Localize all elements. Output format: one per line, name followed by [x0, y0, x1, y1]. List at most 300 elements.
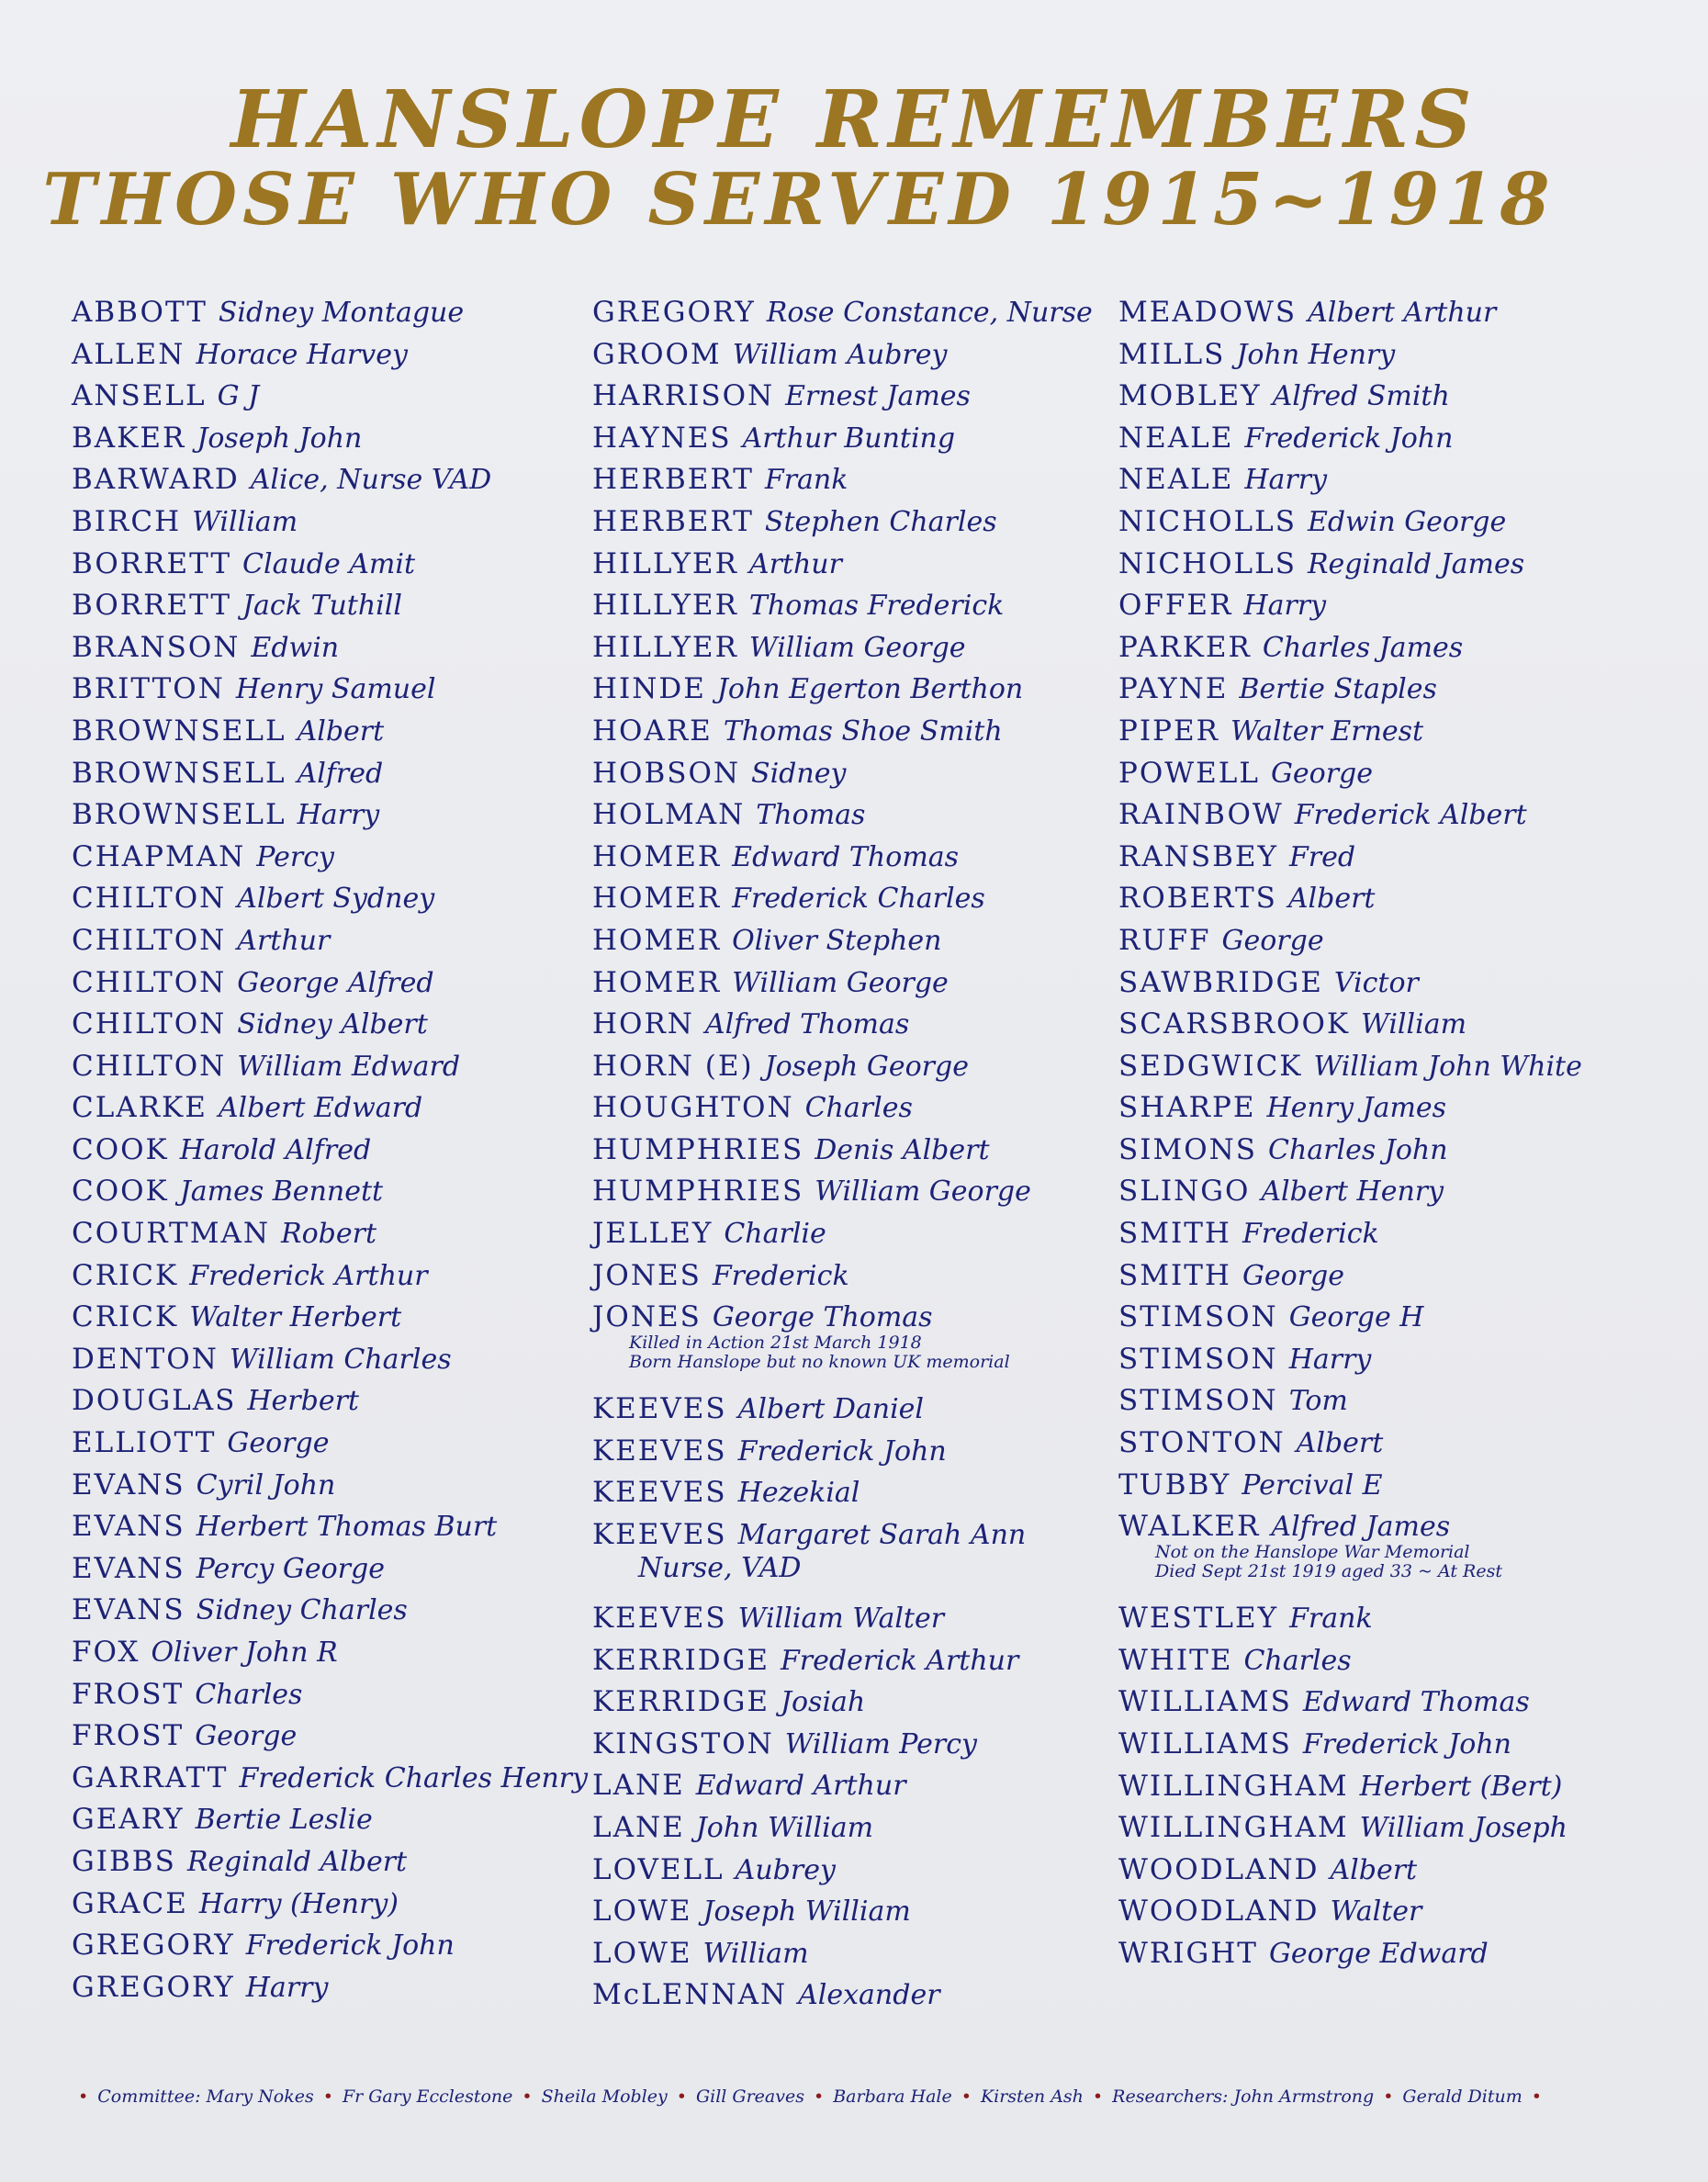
surname: HILLYER [592, 630, 738, 664]
given-names: Alexander [798, 1979, 940, 2012]
given-names: John Egerton Berthon [716, 673, 1024, 706]
given-names: Tom [1288, 1385, 1348, 1418]
surname: OFFER [1118, 589, 1233, 623]
name-entry [1118, 1506, 1582, 1598]
name-entry [72, 1130, 588, 1172]
name-entry [592, 669, 1093, 711]
name-entry [72, 1674, 588, 1716]
given-names: Albert [1296, 1427, 1384, 1460]
name-entry [72, 1841, 588, 1884]
surname: KEEVES [592, 1434, 727, 1468]
name-entry [1118, 334, 1582, 377]
surname: WILLIAMS [1118, 1685, 1292, 1719]
surname: KEEVES [592, 1476, 727, 1510]
given-names: Percival E [1242, 1468, 1383, 1502]
given-names: Harry [1288, 1343, 1372, 1376]
given-names: Robert [281, 1218, 377, 1251]
given-names: William [192, 505, 298, 538]
name-entry [1118, 418, 1582, 460]
surname: BRITTON [72, 672, 225, 706]
given-names: William George [748, 631, 966, 664]
name-entry [592, 459, 1093, 501]
given-names: William Walter [737, 1603, 945, 1636]
surname: BORRETT [72, 589, 232, 623]
surname: KERRIDGE [592, 1685, 770, 1719]
name-entry [1118, 544, 1582, 586]
surname: CHAPMAN [72, 839, 246, 873]
name-entry [592, 1213, 1093, 1255]
name-entry [72, 292, 588, 334]
given-names: Percy George [196, 1552, 385, 1585]
name-entry [1118, 794, 1582, 837]
name-entry [1118, 1423, 1582, 1465]
surname: RAINBOW [1118, 798, 1284, 832]
name-entry [592, 376, 1093, 418]
surname: BROWNSELL [72, 798, 287, 832]
given-names: George H [1288, 1301, 1424, 1334]
name-entry [72, 1799, 588, 1841]
surname: CRICK [72, 1300, 179, 1334]
surname: HOBSON [592, 756, 741, 790]
surname: HILLYER [592, 589, 738, 623]
name-entry [72, 544, 588, 586]
name-entry [72, 1506, 588, 1548]
given-names: Reginald James [1307, 547, 1525, 580]
given-names: Albert Henry [1261, 1175, 1444, 1209]
surname: COURTMAN [72, 1217, 270, 1251]
surname: SMITH [1118, 1217, 1231, 1251]
separator-dot: • [1092, 2086, 1104, 2107]
name-entry [1118, 1640, 1582, 1682]
name-entry [592, 878, 1093, 920]
footer-credit: Gerald Ditum [1402, 2086, 1523, 2107]
name-entry [1118, 837, 1582, 879]
given-names: Arthur Bunting [742, 422, 956, 455]
given-names: Albert [1287, 883, 1376, 916]
name-entry [72, 1632, 588, 1674]
surname: EVANS [72, 1551, 185, 1585]
given-names: William George [815, 1175, 1031, 1209]
given-names: Henry Samuel [235, 673, 436, 706]
given-names: Fred [1288, 840, 1356, 873]
surname: BRANSON [72, 630, 241, 664]
name-entry [592, 1891, 1093, 1933]
name-entry [1118, 376, 1582, 418]
name-entry [72, 1884, 588, 1926]
surname: NEALE [1118, 421, 1234, 455]
name-entry [592, 1598, 1093, 1640]
given-names: Herbert (Bert) [1359, 1770, 1563, 1803]
separator-dot: • [78, 2086, 89, 2107]
name-entry [1118, 1297, 1582, 1339]
name-entry [592, 1004, 1093, 1046]
given-names: Frederick Albert [1294, 799, 1527, 832]
given-names: Alfred James [1271, 1511, 1451, 1544]
name-entry [592, 1681, 1093, 1724]
surname: CHILTON [72, 882, 227, 916]
surname: HOARE [592, 714, 713, 748]
given-names: Edward Arthur [695, 1770, 906, 1803]
name-entry [1118, 1465, 1582, 1507]
surname: BARWARD [72, 463, 240, 497]
name-entry [72, 669, 588, 711]
name-entry [1118, 920, 1582, 962]
given-names: Rose Constance, Nurse [766, 297, 1093, 329]
surname: MEADOWS [1118, 296, 1298, 329]
given-names: George [1221, 924, 1324, 957]
surname: BIRCH [72, 504, 182, 538]
given-names: Frederick John [737, 1434, 947, 1468]
surname: GARRATT [72, 1760, 229, 1794]
surname: WHITE [1118, 1643, 1233, 1677]
surname: McLENNAN [592, 1978, 788, 2012]
given-names: Alfred Thomas [704, 1008, 910, 1041]
name-entry [72, 711, 588, 753]
name-entry [592, 501, 1093, 544]
surname: LANE [592, 1811, 685, 1844]
surname: NICHOLLS [1118, 546, 1297, 580]
name-entry [72, 753, 588, 795]
name-entry [72, 1004, 588, 1046]
name-entry [1118, 711, 1582, 753]
given-names: William Joseph [1359, 1812, 1568, 1845]
footer-credit: Fr Gary Ecclestone [342, 2086, 513, 2107]
name-entry [1118, 962, 1582, 1005]
surname: EVANS [72, 1468, 185, 1502]
surname: MOBLEY [1118, 379, 1262, 413]
surname: PIPER [1118, 714, 1219, 748]
surname: HOMER [592, 882, 722, 916]
name-entry [72, 1715, 588, 1758]
name-entry [72, 794, 588, 837]
surname: RUFF [1118, 923, 1211, 957]
given-names: Herbert [247, 1385, 359, 1418]
surname: WILLINGHAM [1118, 1811, 1349, 1845]
name-entry [1118, 753, 1582, 795]
given-names: Joseph George [764, 1050, 969, 1083]
given-names: Walter Ernest [1230, 714, 1424, 748]
name-entry [592, 1724, 1093, 1766]
given-names: Edward Thomas [732, 840, 960, 873]
name-entry [1118, 627, 1582, 669]
footer-credits [69, 2086, 1648, 2107]
surname: EVANS [72, 1593, 185, 1627]
given-names: Albert [1330, 1853, 1418, 1886]
surname: GEARY [72, 1803, 185, 1837]
name-entry [592, 711, 1093, 753]
name-entry [72, 459, 588, 501]
surname: HOMER [592, 839, 722, 873]
name-entry [72, 1297, 588, 1339]
given-names: Frederick John [1302, 1728, 1511, 1760]
surname: WRIGHT [1118, 1936, 1258, 1970]
given-names: Cyril John [196, 1468, 336, 1502]
surname: HERBERT [592, 504, 754, 538]
name-entry [1118, 1087, 1582, 1130]
surname: GREGORY [72, 1970, 235, 2004]
given-names: Ernest James [785, 380, 971, 413]
name-entry [592, 1431, 1093, 1473]
name-entry [592, 1472, 1093, 1514]
given-names: George [227, 1427, 330, 1460]
name-entry [72, 585, 588, 627]
given-names: Sidney Albert [237, 1008, 428, 1041]
surname: BAKER [72, 421, 186, 455]
name-entry [592, 1807, 1093, 1850]
given-names: Sidney Montague [218, 297, 465, 329]
surname: ELLIOTT [72, 1426, 217, 1460]
surname: SIMONS [1118, 1132, 1258, 1166]
surname: GRACE [72, 1886, 188, 1920]
surname: LANE [592, 1769, 685, 1803]
surname: DENTON [72, 1342, 219, 1376]
separator-dot: • [322, 2086, 333, 2107]
given-names: Jack Tuthill [242, 590, 402, 623]
surname: HILLYER [592, 546, 738, 580]
given-names: George Edward [1268, 1937, 1489, 1970]
separator-dot: • [676, 2086, 687, 2107]
surname: RANSBEY [1118, 839, 1278, 873]
given-names: Charles [1243, 1644, 1352, 1677]
surname: SCARSBROOK [1118, 1007, 1351, 1041]
footer-credit: Sheila Mobley [541, 2086, 668, 2107]
name-entry [72, 1380, 588, 1423]
surname: BROWNSELL [72, 714, 287, 748]
given-names: Harry [297, 799, 380, 832]
surname: TUBBY [1118, 1468, 1231, 1502]
given-names: Thomas Shoe Smith [723, 714, 1003, 748]
given-names: Harold Alfred [179, 1133, 372, 1166]
name-entry [1118, 1766, 1582, 1808]
given-names: Herbert Thomas Burt [196, 1511, 498, 1544]
given-names: Frederick Arthur [780, 1644, 1019, 1677]
given-names: Hezekial [737, 1477, 860, 1510]
given-names: Frederick Charles [732, 883, 985, 916]
name-entry [1118, 1213, 1582, 1255]
given-names: Joseph William [702, 1895, 911, 1929]
name-entry [72, 962, 588, 1005]
surname: HORN (E) [592, 1049, 754, 1083]
name-entry [72, 1967, 588, 2009]
surname: NEALE [1118, 463, 1234, 497]
given-names: Charles [804, 1092, 913, 1125]
name-entry [592, 920, 1093, 962]
separator-dot: • [1531, 2086, 1542, 2107]
surname: CLARKE [72, 1091, 208, 1125]
given-names: Sidney Charles [196, 1594, 408, 1627]
given-names: Albert Arthur [1308, 297, 1497, 329]
given-names: Denis Albert [815, 1133, 990, 1166]
surname: HAYNES [592, 421, 732, 455]
surname: LOWE [592, 1936, 692, 1970]
name-entry [592, 1046, 1093, 1088]
entry-note: Died Sept 21st 1919 aged 33 ~ At Rest [1155, 1560, 1502, 1581]
given-names: Edward Thomas [1302, 1686, 1530, 1719]
name-entry [1118, 1255, 1582, 1298]
given-names: Frederick Arthur [189, 1259, 428, 1292]
name-entry [72, 1465, 588, 1507]
name-entry [72, 334, 588, 377]
name-entry [72, 1213, 588, 1255]
given-names: George [1270, 757, 1374, 790]
name-entry [1118, 1724, 1582, 1766]
surname: GREGORY [592, 296, 756, 329]
name-entry [592, 418, 1093, 460]
given-names: Frederick Charles Henry [239, 1761, 589, 1794]
given-names: Charles [195, 1678, 303, 1711]
surname: NICHOLLS [1118, 504, 1297, 538]
given-names: Margaret Sarah Ann [737, 1519, 1027, 1552]
given-names: Thomas Frederick [748, 590, 1005, 623]
surname: KEEVES [592, 1518, 727, 1552]
surname: GREGORY [72, 1929, 235, 1963]
surname: JONES [592, 1258, 702, 1292]
surname: KEEVES [592, 1392, 727, 1426]
given-names: Bertie Staples [1239, 673, 1437, 706]
given-names: Claude Amit [242, 547, 416, 580]
surname: POWELL [1118, 756, 1260, 790]
surname: BORRETT [72, 546, 232, 580]
given-names: Oliver Stephen [732, 924, 942, 957]
surname: CHILTON [72, 1049, 227, 1083]
surname: JELLEY [592, 1217, 714, 1251]
surname: COOK [72, 1175, 169, 1209]
given-names: Percy [256, 840, 334, 873]
name-entry [592, 1933, 1093, 1975]
given-names: Frederick John [1244, 422, 1454, 455]
given-names: Josiah [780, 1686, 866, 1719]
name-entry [1118, 669, 1582, 711]
given-names: George [1242, 1259, 1345, 1292]
surname: HOLMAN [592, 798, 746, 832]
names-column-1 [72, 292, 588, 2008]
given-names: Alfred [297, 757, 384, 790]
surname: LOWE [592, 1895, 692, 1929]
name-entry [1118, 1598, 1582, 1640]
name-entry [1118, 1046, 1582, 1088]
surname: ANSELL [72, 379, 207, 413]
name-entry [72, 501, 588, 544]
name-entry [1118, 1681, 1582, 1724]
name-entry [72, 1925, 588, 1967]
name-entry [1118, 1130, 1582, 1172]
name-entry [72, 878, 588, 920]
surname: GROOM [592, 337, 722, 371]
surname: CHILTON [72, 923, 227, 957]
surname: HUMPHRIES [592, 1132, 804, 1166]
given-names: Bertie Leslie [195, 1804, 373, 1837]
given-names: Walter [1330, 1895, 1422, 1929]
given-names: Edwin George [1307, 505, 1507, 538]
name-entry [592, 585, 1093, 627]
name-entry [72, 1423, 588, 1465]
name-entry [1118, 585, 1582, 627]
surname: DOUGLAS [72, 1384, 237, 1418]
name-entry [592, 1640, 1093, 1682]
name-entry [592, 1765, 1093, 1807]
surname: FROST [72, 1719, 185, 1753]
surname: SEDGWICK [1118, 1049, 1303, 1083]
surname: WOODLAND [1118, 1895, 1320, 1929]
surname: KINGSTON [592, 1726, 774, 1760]
surname: MILLS [1118, 337, 1226, 371]
surname: JONES [592, 1300, 702, 1334]
name-entry [592, 1514, 1093, 1598]
surname: ALLEN [72, 337, 185, 371]
name-entry [1118, 1807, 1582, 1850]
given-names: John Henry [1236, 338, 1396, 371]
given-names: Thomas [756, 799, 866, 832]
given-names: Charles James [1262, 631, 1464, 664]
name-entry [72, 1171, 588, 1213]
given-names: G J [217, 380, 260, 413]
surname: HOMER [592, 965, 722, 999]
surname: CHILTON [72, 965, 227, 999]
footer-credit: Kirsten Ash [980, 2086, 1084, 2107]
name-entry [592, 1130, 1093, 1172]
given-names: Alice, Nurse VAD [250, 464, 492, 497]
given-names: Reginald Albert [186, 1845, 408, 1878]
separator-dot: • [961, 2086, 972, 2107]
given-names: Walter Herbert [189, 1301, 402, 1334]
given-names: Frederick John [245, 1929, 455, 1963]
name-entry [592, 292, 1093, 334]
given-names: George [195, 1720, 298, 1753]
given-names: William George [732, 966, 949, 999]
surname: FOX [72, 1636, 140, 1669]
surname: WALKER [1118, 1510, 1261, 1544]
name-entry [72, 920, 588, 962]
name-entry [592, 1087, 1093, 1130]
given-names: William Charles [229, 1343, 452, 1376]
given-names: Oliver John R [151, 1636, 338, 1669]
name-entry [72, 1046, 588, 1088]
given-names: Frederick [712, 1259, 849, 1292]
surname: WILLINGHAM [1118, 1769, 1349, 1803]
given-names: Charlie [724, 1218, 826, 1251]
surname: BROWNSELL [72, 756, 287, 790]
given-names: Albert [297, 714, 385, 748]
name-entry [592, 1974, 1093, 2017]
separator-dot: • [1383, 2086, 1394, 2107]
name-entry [592, 1171, 1093, 1213]
given-names: Harry [245, 1971, 329, 2004]
surname: COOK [72, 1132, 169, 1166]
name-entry [1118, 1380, 1582, 1423]
given-names: George Thomas [712, 1301, 933, 1334]
surname: CRICK [72, 1258, 179, 1292]
surname: WOODLAND [1118, 1852, 1320, 1886]
name-entry [72, 1590, 588, 1632]
surname: STIMSON [1118, 1342, 1278, 1376]
surname: HINDE [592, 672, 706, 706]
name-entry [592, 627, 1093, 669]
surname: HARRISON [592, 379, 775, 413]
given-names: John William [695, 1812, 874, 1844]
surname: STIMSON [1118, 1384, 1278, 1418]
name-entry [1118, 1891, 1582, 1933]
surname: HUMPHRIES [592, 1175, 804, 1209]
surname: CHILTON [72, 1007, 227, 1041]
name-entry [592, 753, 1093, 795]
surname: GIBBS [72, 1844, 176, 1878]
name-entry [1118, 1171, 1582, 1213]
given-names: Frank [764, 464, 848, 497]
name-entry [72, 627, 588, 669]
surname: FROST [72, 1677, 185, 1711]
given-names: Harry [1243, 590, 1327, 623]
name-entry [1118, 1339, 1582, 1381]
